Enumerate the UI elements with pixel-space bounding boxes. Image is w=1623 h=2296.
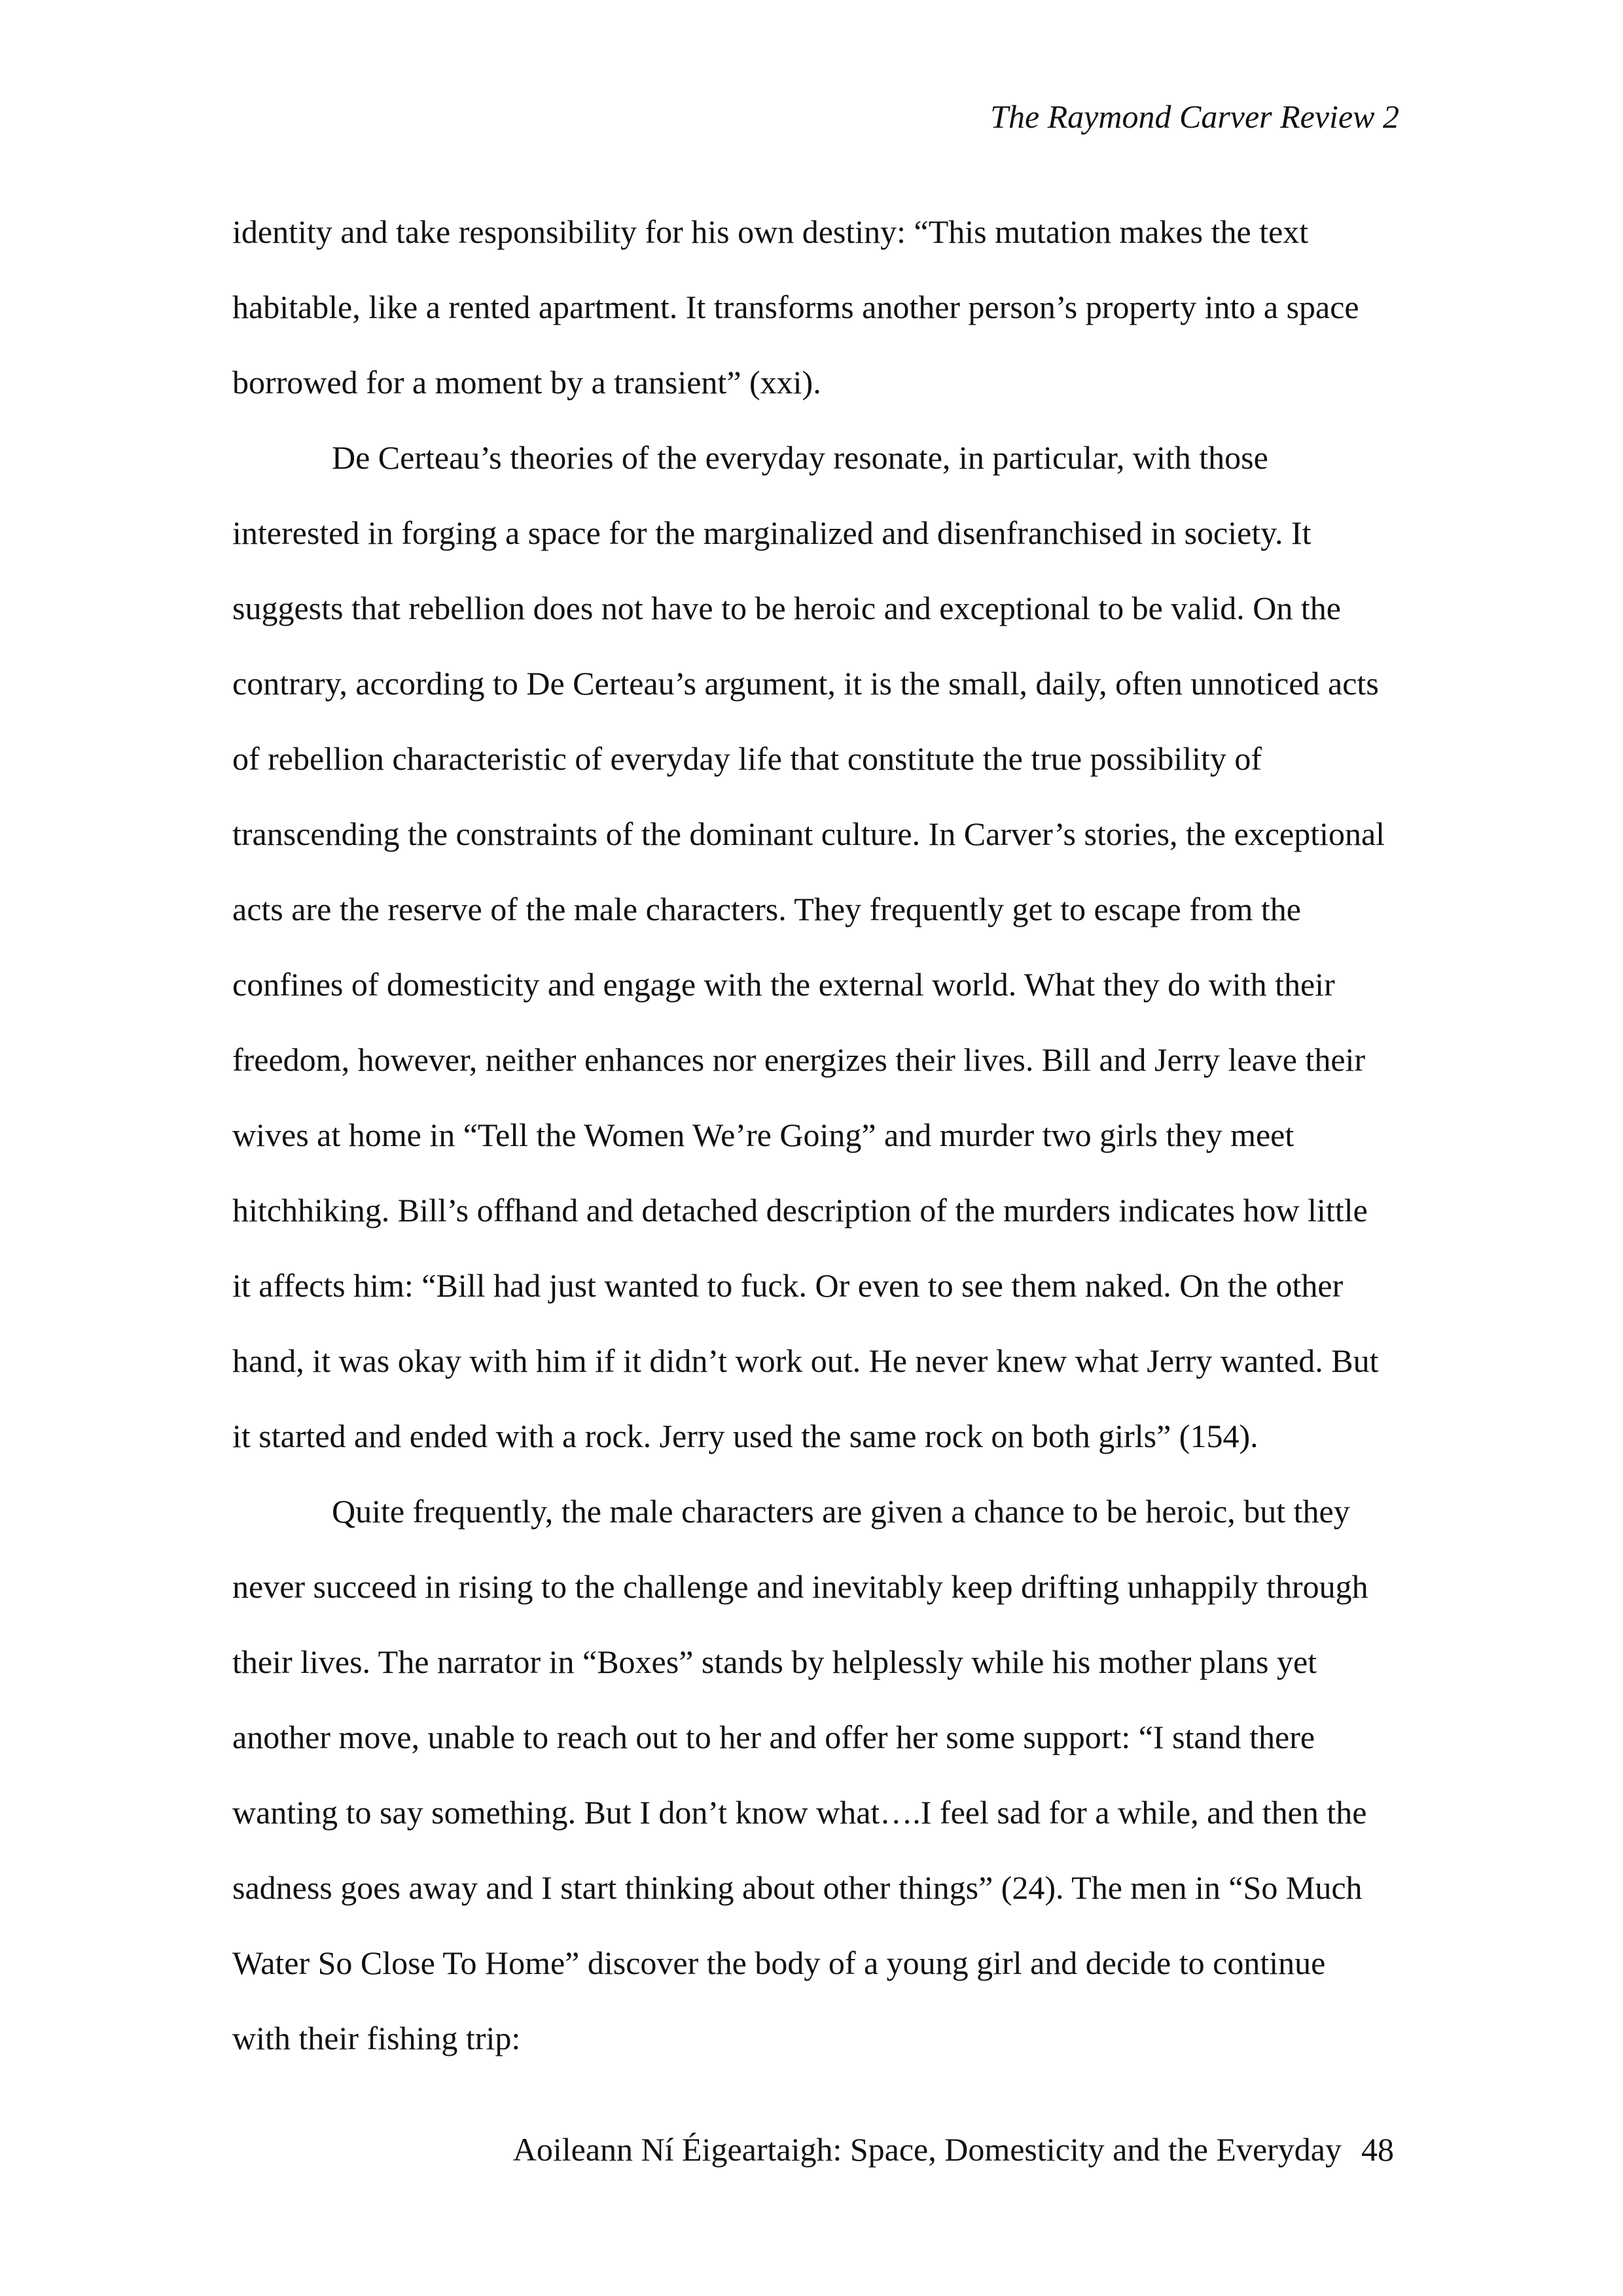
page-number: 48: [1361, 2131, 1394, 2168]
text-line: hitchhiking. Bill’s offhand and detached description of the murders indicates how little: [232, 1192, 1368, 1229]
text-line: freedom, however, neither enhances nor energizes their lives. Bill and Jerry leave their: [232, 1041, 1366, 1078]
text-line: wanting to say something. But I don’t know what….I feel sad for a while, and then the: [232, 1794, 1367, 1831]
text-line: confines of domesticity and engage with the external world. What they do with their: [232, 966, 1335, 1003]
footer-author-title: Aoileann Ní Éigeartaigh: Space, Domesticity and the Everyday: [512, 2131, 1342, 2168]
text-line: wives at home in “Tell the Women We’re Going” and murder two girls they meet: [232, 1117, 1294, 1153]
text-line: Water So Close To Home” discover the body of a young girl and decide to continue: [232, 1945, 1326, 1981]
text-line: transcending the constraints of the dominant culture. In Carver’s stories, the exceptional: [232, 816, 1385, 852]
text-line: another move, unable to reach out to her and offer her some support: “I stand there: [232, 1719, 1315, 1755]
paragraph-first-line: De Certeau’s theories of the everyday resonate, in particular, with those: [332, 439, 1268, 476]
text-line: it affects him: “Bill had just wanted to fuck. Or even to see them naked. On the other: [232, 1267, 1344, 1304]
text-line: interested in forging a space for the marginalized and disenfranchised in society. It: [232, 514, 1311, 551]
text-line: habitable, like a rented apartment. It transforms another person’s property into a space: [232, 289, 1359, 325]
text-line: with their fishing trip:: [232, 2020, 521, 2056]
text-line: contrary, according to De Certeau’s argument, it is the small, daily, often unnoticed acts: [232, 665, 1379, 702]
body-text: [232, 208, 1391, 2090]
text-line: sadness goes away and I start thinking about other things” (24). The men in “So Much: [232, 1869, 1363, 1906]
running-header: The Raymond Carver Review 2: [990, 98, 1399, 135]
text-line: identity and take responsibility for his own destiny: “This mutation makes the text: [232, 213, 1309, 250]
text-line: of rebellion characteristic of everyday life that constitute the true possibility of: [232, 740, 1262, 777]
text-line: borrowed for a moment by a transient” (xxi).: [232, 364, 821, 401]
text-line: hand, it was okay with him if it didn’t work out. He never knew what Jerry wanted. But: [232, 1342, 1379, 1379]
text-line: acts are the reserve of the male characters. They frequently get to escape from the: [232, 891, 1301, 927]
text-line: never succeed in rising to the challenge and inevitably keep drifting unhappily through: [232, 1568, 1368, 1605]
text-line: their lives. The narrator in “Boxes” stands by helplessly while his mother plans yet: [232, 1643, 1317, 1680]
paragraph-first-line: Quite frequently, the male characters are given a chance to be heroic, but they: [332, 1493, 1350, 1530]
text-line: suggests that rebellion does not have to be heroic and exceptional to be valid. On the: [232, 590, 1341, 626]
page-footer: [513, 2130, 1394, 2169]
text-line: it started and ended with a rock. Jerry used the same rock on both girls” (154).: [232, 1418, 1258, 1454]
